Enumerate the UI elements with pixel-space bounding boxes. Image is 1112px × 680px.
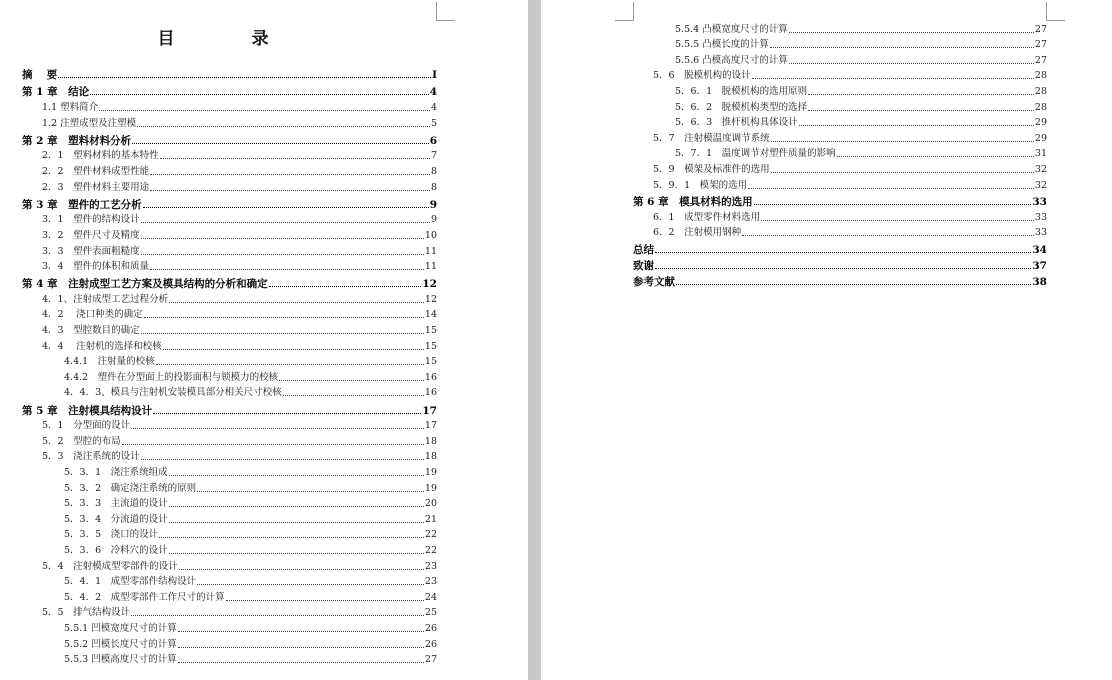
toc-page-number: 22	[424, 529, 437, 541]
toc-entry-text: 参考文献	[633, 276, 675, 289]
toc-page-number: 16	[424, 387, 437, 399]
toc-list-right	[633, 20, 1047, 288]
toc-entry-text: 第 3 章 塑件的工艺分析	[22, 198, 142, 211]
toc-dot-leader	[754, 204, 1032, 205]
toc-section-entry[interactable]	[22, 368, 437, 384]
toc-page-number: 27	[1034, 54, 1047, 66]
toc-page-number: 28	[1034, 101, 1047, 113]
toc-chapter-entry[interactable]	[633, 256, 1047, 272]
document-page-right	[541, 0, 1112, 680]
toc-section-entry[interactable]	[22, 353, 437, 369]
toc-page-number: 5	[430, 117, 437, 129]
crop-mark-top-right	[1046, 2, 1065, 21]
toc-entry-text: 第 6 章 模具材料的选用	[633, 195, 753, 208]
toc-page-number: 29	[1034, 117, 1047, 129]
toc-page-number: 21	[424, 513, 437, 525]
toc-dot-leader	[141, 222, 430, 223]
toc-page-number: 8	[430, 165, 437, 177]
toc-page-number: 33	[1034, 211, 1047, 223]
toc-section-entry[interactable]	[22, 495, 437, 511]
toc-section-entry[interactable]	[22, 541, 437, 557]
toc-page-number: 8	[430, 181, 437, 193]
toc-page-number: 33	[1034, 227, 1047, 239]
toc-page-number: 27	[1034, 39, 1047, 51]
toc-page-number: I	[432, 69, 437, 82]
toc-section-entry[interactable]	[22, 258, 437, 274]
toc-entry-text: 5．7．1 温度调节对塑件质量的影响	[675, 148, 836, 160]
toc-entry-text: 5．6 脱模机构的设计	[653, 70, 751, 82]
toc-dot-leader	[179, 569, 424, 570]
toc-page-number: 29	[1034, 132, 1047, 144]
toc-section-entry[interactable]	[22, 306, 437, 322]
toc-chapter-entry[interactable]	[22, 64, 437, 81]
toc-page-number: 12	[424, 293, 437, 305]
toc-entry-text: 1.2 注塑成型及注塑模	[42, 117, 137, 129]
toc-entry-text: 5．3．3 主流道的设计	[64, 498, 168, 510]
toc-dot-leader	[752, 78, 1034, 79]
toc-dot-leader	[178, 662, 424, 663]
toc-dot-leader	[279, 380, 424, 381]
toc-dot-leader	[169, 522, 424, 523]
toc-section-entry[interactable]	[633, 98, 1047, 114]
toc-entry-text: 致谢	[633, 259, 654, 272]
toc-dot-leader	[178, 631, 424, 632]
toc-page-number: 27	[424, 654, 437, 666]
toc-page-number: 25	[424, 607, 437, 619]
toc-dot-leader	[156, 364, 424, 365]
toc-dot-leader	[269, 286, 422, 287]
toc-entry-text: 4.4.1 注射量的校核	[64, 356, 155, 368]
toc-dot-leader	[178, 647, 424, 648]
toc-entry-text: 第 1 章 结论	[22, 86, 90, 99]
toc-dot-leader	[169, 553, 424, 554]
toc-page-number: 33	[1032, 195, 1047, 208]
toc-chapter-entry[interactable]	[633, 239, 1047, 255]
toc-entry-text: 5．4．1 成型零部件结构设计	[64, 576, 197, 588]
toc-page-number: 38	[1032, 276, 1047, 289]
toc-page-number: 23	[424, 560, 437, 572]
toc-entry-text: 5.5.6 凸模高度尺寸的计算	[675, 54, 788, 66]
toc-page-number: 22	[424, 544, 437, 556]
toc-section-entry[interactable]	[22, 114, 437, 130]
toc-section-entry[interactable]	[22, 178, 437, 194]
toc-page-number: 34	[1032, 243, 1047, 256]
toc-dot-leader	[141, 333, 424, 334]
toc-section-entry[interactable]	[633, 208, 1047, 224]
toc-dot-leader	[169, 506, 424, 507]
toc-entry-text: 摘 要	[22, 69, 58, 82]
toc-section-entry[interactable]	[22, 162, 437, 178]
toc-page-number: 18	[424, 451, 437, 463]
toc-entry-text: 3．4 塑件的体积和质量	[42, 261, 150, 273]
toc-entry-text: 5．6．3 推杆机构具体设计	[675, 117, 798, 129]
toc-dot-leader	[761, 220, 1034, 221]
toc-page-number: 9	[430, 214, 437, 226]
toc-section-entry[interactable]	[633, 160, 1047, 176]
toc-entry-text: 总结	[633, 243, 654, 256]
toc-page-number: 16	[424, 371, 437, 383]
toc-entry-text: 2．3 塑件材料主要用途	[42, 181, 150, 193]
toc-dot-leader	[771, 141, 1034, 142]
toc-page-number: 27	[1034, 23, 1047, 35]
toc-dot-leader	[90, 94, 429, 95]
toc-entry-text: 5.5.3 凹模高度尺寸的计算	[64, 654, 177, 666]
toc-page-number: 17	[422, 404, 437, 417]
toc-entry-text: 5．3．5 浇口的设计	[64, 529, 159, 541]
toc-entry-text: 5．3．2 确定浇注系统的原则	[64, 482, 197, 494]
toc-page-number: 11	[424, 245, 437, 257]
toc-page-number: 20	[424, 498, 437, 510]
toc-dot-leader	[141, 459, 424, 460]
crop-mark-top-right	[436, 2, 455, 21]
toc-section-entry[interactable]	[22, 557, 437, 573]
toc-section-entry[interactable]	[22, 321, 437, 337]
document-page-left	[0, 0, 528, 680]
toc-entry-text: 6．1 成型零件材料选用	[653, 211, 761, 223]
toc-section-entry[interactable]	[22, 384, 437, 400]
toc-section-entry[interactable]	[22, 147, 437, 163]
toc-dot-leader	[799, 125, 1034, 126]
toc-section-entry[interactable]	[633, 129, 1047, 145]
toc-dot-leader	[808, 110, 1034, 111]
toc-dot-leader	[169, 475, 424, 476]
toc-dot-leader	[150, 190, 430, 191]
toc-entry-text: 1.1 塑料简介	[42, 101, 99, 113]
toc-list-left	[22, 64, 437, 666]
toc-dot-leader	[141, 238, 424, 239]
toc-entry-text: 4.4.2 塑件在分型面上的投影面积与锁模力的校核	[64, 371, 279, 383]
toc-section-entry[interactable]	[22, 337, 437, 353]
toc-page-number: 28	[1034, 85, 1047, 97]
toc-dot-leader	[655, 252, 1031, 253]
toc-dot-leader	[150, 269, 424, 270]
toc-section-entry[interactable]	[633, 36, 1047, 52]
toc-chapter-entry[interactable]	[633, 192, 1047, 208]
toc-section-entry[interactable]	[633, 224, 1047, 240]
toc-entry-text: 5．6．2 脱模机构类型的选择	[675, 101, 808, 113]
crop-mark-top-left	[615, 2, 634, 21]
toc-entry-text: 4．1、注射成型工艺过程分析	[42, 293, 169, 305]
toc-dot-leader	[789, 32, 1034, 33]
toc-page-number: 28	[1034, 70, 1047, 82]
toc-entry-text: 5．9．1 模架的选用	[653, 179, 748, 191]
toc-page-number: 32	[1034, 163, 1047, 175]
toc-dot-leader	[283, 395, 424, 396]
toc-entry-text: 4．4．3、模具与注射机安装模具部分相关尺寸校核	[64, 387, 282, 399]
toc-entry-text: 5．9 模架及标准件的选用	[653, 163, 770, 175]
toc-dot-leader	[131, 428, 424, 429]
toc-entry-text: 第 5 章 注射模具结构设计	[22, 404, 153, 417]
toc-section-entry[interactable]	[633, 82, 1047, 98]
toc-entry-text: 5.5.4 凸模宽度尺寸的计算	[675, 23, 788, 35]
toc-section-entry[interactable]	[22, 417, 437, 433]
toc-entry-text: 3．1 塑件的结构设计	[42, 214, 140, 226]
toc-chapter-entry[interactable]	[22, 194, 437, 211]
toc-section-entry[interactable]	[22, 619, 437, 635]
toc-section-entry[interactable]	[22, 242, 437, 258]
toc-dot-leader	[789, 63, 1034, 64]
toc-page-number: 4	[429, 86, 437, 99]
toc-entry-text: 3．3 塑件表面粗糙度	[42, 245, 140, 257]
toc-page-number: 26	[424, 638, 437, 650]
toc-dot-leader	[748, 188, 1034, 189]
toc-dot-leader	[163, 349, 424, 350]
toc-section-entry[interactable]	[22, 573, 437, 589]
toc-dot-leader	[141, 254, 424, 255]
toc-section-entry[interactable]	[633, 51, 1047, 67]
toc-page-number: 23	[424, 576, 437, 588]
toc-dot-leader	[144, 317, 424, 318]
toc-dot-leader	[655, 268, 1031, 269]
toc-section-entry[interactable]	[633, 176, 1047, 192]
toc-dot-leader	[837, 156, 1034, 157]
toc-dot-leader	[132, 143, 429, 144]
toc-dot-leader	[160, 158, 430, 159]
toc-dot-leader	[226, 600, 424, 601]
toc-page-number: 19	[424, 482, 437, 494]
toc-dot-leader	[197, 584, 424, 585]
toc-page-number: 15	[424, 340, 437, 352]
toc-page-number: 10	[424, 229, 437, 241]
toc-page-number: 14	[424, 309, 437, 321]
toc-entry-text: 5．3．1 浇注系统组成	[64, 467, 168, 478]
toc-dot-leader	[197, 491, 424, 492]
toc-section-entry[interactable]	[22, 448, 437, 464]
toc-dot-leader	[99, 110, 430, 111]
toc-section-entry[interactable]	[22, 479, 437, 495]
toc-entry-text: 5．6．1 脱模机构的选用原则	[675, 85, 808, 97]
toc-page-number: 18	[424, 435, 437, 447]
toc-page-number: 32	[1034, 179, 1047, 191]
toc-page-number: 6	[429, 134, 437, 147]
toc-entry-text: 5．2 型腔的布局	[42, 435, 121, 447]
toc-page-number: 15	[424, 325, 437, 337]
toc-entry-text: 5．4 注射模成型零部件的设计	[42, 560, 178, 572]
toc-page-number: 11	[424, 261, 437, 273]
toc-page-number: 17	[424, 420, 437, 432]
toc-dot-leader	[770, 47, 1034, 48]
toc-chapter-entry[interactable]	[633, 272, 1047, 288]
toc-page-number: 37	[1032, 259, 1047, 272]
toc-chapter-entry[interactable]	[22, 273, 437, 290]
toc-entry-text: 5．3．6 冷料穴的设计	[64, 544, 168, 556]
toc-section-entry[interactable]	[633, 145, 1047, 161]
toc-section-entry[interactable]	[22, 226, 437, 242]
toc-entry-text: 5．4．2 成型零部件工作尺寸的计算	[64, 591, 225, 603]
toc-entry-text: 第 2 章 塑料材料分析	[22, 134, 132, 147]
toc-page-number: 26	[424, 622, 437, 634]
toc-entry-text: 5．3 浇注系统的设计	[42, 451, 140, 463]
toc-dot-leader	[676, 284, 1031, 285]
toc-page-number: 9	[429, 198, 437, 211]
toc-section-entry[interactable]	[633, 20, 1047, 36]
toc-dot-leader	[153, 413, 421, 414]
toc-section-entry[interactable]	[22, 510, 437, 526]
toc-entry-text: 5．3．4 分流道的设计	[64, 513, 168, 525]
toc-dot-leader	[169, 302, 424, 303]
toc-page-number: 19	[424, 467, 437, 478]
toc-entry-text: 5．5 排气结构设计	[42, 607, 131, 619]
toc-page-number: 7	[430, 150, 437, 162]
toc-dot-leader	[742, 235, 1034, 236]
toc-section-entry[interactable]	[22, 98, 437, 114]
toc-entry-text: 5．7 注射模温度调节系统	[653, 132, 770, 144]
toc-entry-text: 2．1 塑料材料的基本特性	[42, 150, 159, 162]
toc-page-number: 31	[1034, 148, 1047, 160]
toc-dot-leader	[808, 94, 1034, 95]
toc-section-entry[interactable]	[22, 432, 437, 448]
toc-entry-text: 5.5.2 凹模长度尺寸的计算	[64, 638, 177, 650]
toc-dot-leader	[150, 174, 430, 175]
toc-title: 目 录	[157, 29, 299, 49]
toc-entry-text: 4．4 注射机的选择和校核	[42, 340, 162, 352]
toc-section-entry[interactable]	[633, 67, 1047, 83]
toc-page-number: 12	[422, 278, 437, 291]
toc-chapter-entry[interactable]	[22, 81, 437, 98]
toc-section-entry[interactable]	[22, 651, 437, 667]
toc-section-entry[interactable]	[22, 604, 437, 620]
toc-section-entry[interactable]	[22, 290, 437, 306]
toc-entry-text: 4．2 浇口种类的确定	[42, 309, 143, 321]
toc-dot-leader	[137, 126, 430, 127]
toc-entry-text: 第 4 章 注射成型工艺方案及模具结构的分析和确定	[22, 278, 268, 291]
toc-dot-leader	[58, 77, 431, 78]
toc-section-entry[interactable]	[22, 463, 437, 479]
toc-section-entry[interactable]	[22, 526, 437, 542]
toc-dot-leader	[771, 172, 1034, 173]
toc-entry-text: 3．2 塑件尺寸及精度	[42, 229, 140, 241]
toc-entry-text: 2．2 塑件材料成型性能	[42, 165, 150, 177]
toc-dot-leader	[143, 207, 429, 208]
toc-section-entry[interactable]	[22, 635, 437, 651]
toc-page-number: 24	[424, 591, 437, 603]
toc-entry-text: 5.5.1 凹模宽度尺寸的计算	[64, 622, 177, 634]
toc-page-number: 4	[430, 101, 437, 113]
toc-entry-text: 6．2 注射模用钢种	[653, 227, 742, 239]
toc-section-entry[interactable]	[633, 114, 1047, 130]
toc-chapter-entry[interactable]	[22, 130, 437, 147]
toc-chapter-entry[interactable]	[22, 399, 437, 416]
toc-entry-text: 4．3 型腔数目的确定	[42, 325, 140, 337]
toc-page-number: 15	[424, 356, 437, 368]
toc-entry-text: 5．1 分型面的设计	[42, 420, 131, 432]
toc-section-entry[interactable]	[22, 211, 437, 227]
toc-dot-leader	[159, 537, 424, 538]
toc-entry-text: 5.5.5 凸模长度的计算	[675, 39, 769, 51]
toc-dot-leader	[131, 615, 424, 616]
toc-section-entry[interactable]	[22, 588, 437, 604]
toc-dot-leader	[122, 444, 424, 445]
